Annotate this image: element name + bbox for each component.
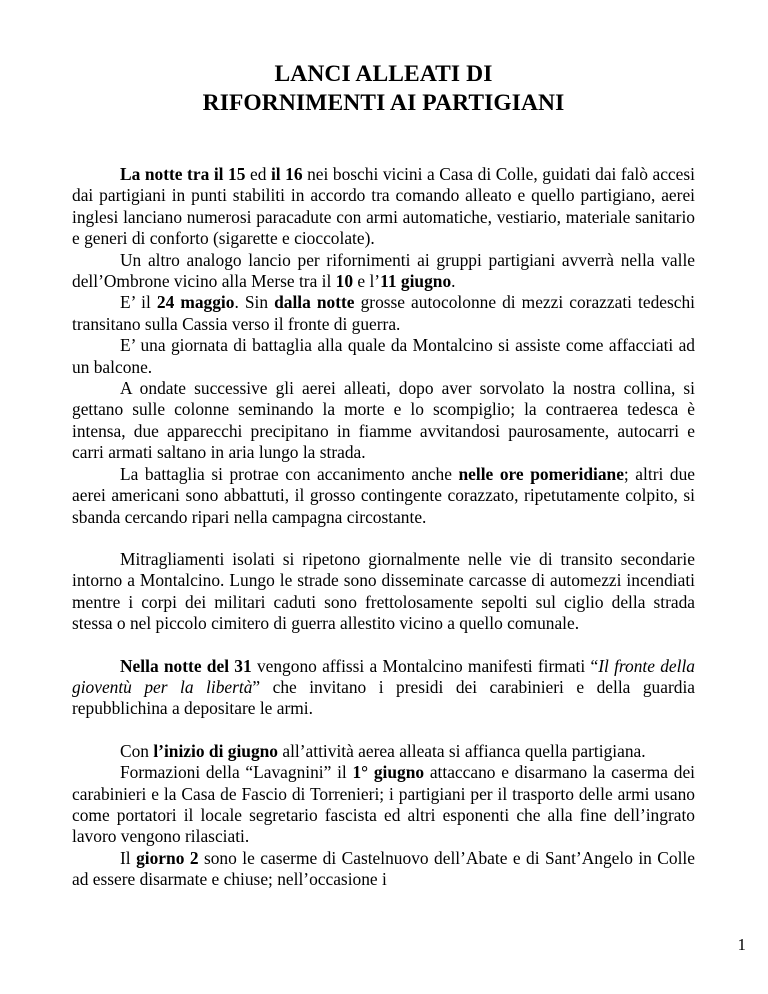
text: Con xyxy=(120,740,154,761)
text: attaccano e disarmano la caserma dei carabinieri e la Casa de Fascio di Torrenieri; i partigiani per il trasporto delle armi usano come portatori il locale segretario fascista ed altri esponenti che alla fine dell’ingrato lavoro vengono rilasciati. xyxy=(72,762,695,847)
title-line-1: LANCI ALLEATI DI xyxy=(274,61,493,87)
bold-text: il 16 xyxy=(270,164,303,184)
bold-text: 1° giugno xyxy=(352,762,425,783)
text: Un altro analogo lancio per rifornimenti ai gruppi partigiani avverrà nella valle dell’Ombrone vicino alla Merse tra il xyxy=(72,249,695,292)
bold-text: l’inizio di giugno xyxy=(153,740,279,761)
page-number: 1 xyxy=(737,935,746,954)
bold-text: giorno 2 xyxy=(136,847,199,868)
paragraph-8 xyxy=(72,656,695,720)
paragraph-7 xyxy=(72,549,695,635)
paragraph-4 xyxy=(72,335,695,378)
paragraph-11 xyxy=(72,848,695,891)
paragraph-6 xyxy=(72,464,695,528)
paragraph-5 xyxy=(72,378,695,464)
paragraph-10 xyxy=(72,762,695,848)
text: Formazioni della “Lavagnini” il xyxy=(120,762,353,783)
paragraph-2 xyxy=(72,250,695,293)
bold-text: 24 maggio xyxy=(156,292,235,313)
text: sono le caserme di Castelnuovo dell’Abate e di Sant’Angelo in Colle ad essere disarmate e chiuse; nell’occasione i xyxy=(72,847,695,890)
text: . xyxy=(451,271,456,292)
text: ” che invitano i presidi dei carabinieri e della guardia repubblichina a depositare le armi. xyxy=(72,676,695,719)
document-title xyxy=(72,60,695,118)
text: . Sin xyxy=(234,292,275,313)
text: vengono affissi a Montalcino manifesti firmati “ xyxy=(251,655,599,676)
paragraph-1 xyxy=(72,164,695,250)
text: grosse autocolonne di mezzi corazzati tedeschi transitano sulla Cassia verso il fronte di guerra. xyxy=(72,292,696,334)
text: E’ il xyxy=(120,292,157,313)
bold-text: 10 xyxy=(335,271,354,292)
text: e l’ xyxy=(353,271,381,292)
title-line-2: RIFORNIMENTI AI PARTIGIANI xyxy=(202,90,565,116)
bold-text: Nella notte del 31 xyxy=(120,655,252,676)
text: A ondate successive gli aerei alleati, dopo aver sorvolato la nostra collina, si gettano sulle colonne seminando la morte e lo scompiglio; la contraerea tedesca è intensa, due apparecchi precipitano in fiamme avvitandosi paurosamente, autocarri e carri armati saltano in aria lungo la strada. xyxy=(72,378,695,463)
text: ed xyxy=(245,164,271,184)
document-page xyxy=(72,60,695,891)
text: nei boschi vicini a Casa di Colle, guidati dai falò accesi dai partigiani in punti stabiliti in accordo tra comando alleato e quello partigiano, aerei inglesi lanciano numerosi paracadute con armi automatiche, vestiario, materiale sanitario e generi di conforto (sigarette e cioccolate). xyxy=(72,164,695,249)
text: ; altri due aerei americani sono abbattuti, il grosso contingente corazzato, ripetutamente colpito, si sbanda cercando ripari nella campagna circostante. xyxy=(72,463,695,527)
text: Il xyxy=(120,847,137,868)
text: Mitragliamenti isolati si ripetono giornalmente nelle vie di transito secondarie intorno a Montalcino. Lungo le strade sono disseminate carcasse di automezzi incendiati mentre i corpi dei militari caduti sono frettolosamente sepolti sul ciglio della strada stessa o nel piccolo cimitero di guerra allestito vicino a quello comunale. xyxy=(72,548,695,634)
bold-text: nelle ore pomeridiane xyxy=(458,463,624,484)
document-body xyxy=(72,164,695,891)
paragraph-9 xyxy=(72,741,695,762)
paragraph-3 xyxy=(72,292,695,335)
bold-text: La notte tra il 15 xyxy=(120,164,246,184)
italic-text: Il fronte della gioventù per la libertà xyxy=(72,655,695,697)
bold-text: dalla notte xyxy=(274,292,355,313)
text: all’attività aerea alleata si affianca quella partigiana. xyxy=(278,740,646,761)
text: La battaglia si protrae con accanimento anche xyxy=(120,463,459,484)
text: E’ una giornata di battaglia alla quale da Montalcino si assiste come affacciati ad un balcone. xyxy=(72,335,695,377)
bold-text: 11 giugno xyxy=(380,271,452,292)
